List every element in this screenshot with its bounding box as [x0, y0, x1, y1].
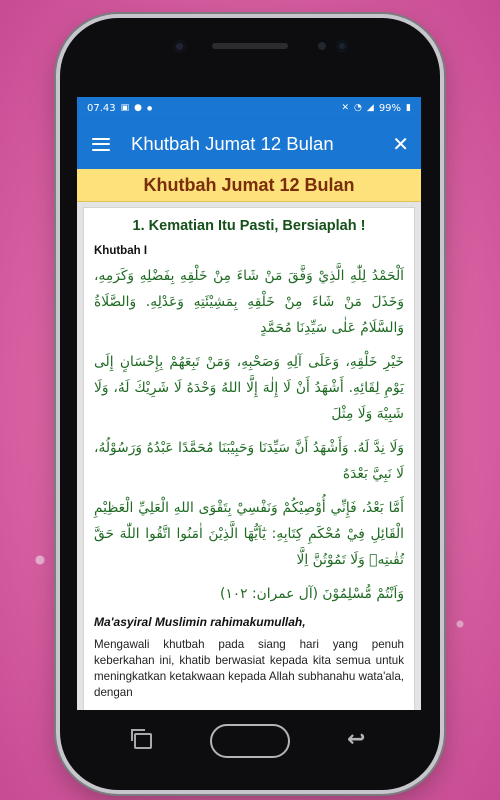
home-button[interactable] [210, 724, 290, 758]
arabic-paragraph: وَاَنْتُمْ مُّسْلِمُوْنَ (آل عمران: ١٠٢) [219, 586, 404, 602]
phone-screen [77, 97, 421, 710]
arabic-paragraph: اَلْحَمْدُ لِلّٰهِ الَّذِيْ وَفَّقَ مَنْ شَاءَ مِنْ خَلْقِهِ بِفَضْلِهِ وَكَرَمِهِ، وَخَذَلَ مَنْ شَاءَ مِنْ خَلْقِهِ بِمَشِيْئَتِهِ وَعَدْلِهِ. وَالصَّلَاةُ وَالسَّلَامُ عَلٰى سَيِّدِنَا مُحَمَّدٍ [94, 268, 404, 336]
image-icon: ▣ [120, 103, 130, 113]
front-camera [173, 40, 186, 53]
banner-title: Khutbah Jumat 12 Bulan [143, 174, 355, 195]
dot-icon: ● [147, 104, 153, 112]
sermon-card[interactable] [83, 207, 415, 710]
earpiece-speaker [212, 43, 288, 49]
recent-apps-icon[interactable] [134, 733, 152, 749]
chat-bubble-icon: ● [134, 103, 143, 113]
greeting-text: Ma'asyiral Muslimin rahimakumullah, [94, 615, 306, 629]
navigation-bar [60, 708, 440, 768]
hamburger-menu-icon[interactable] [92, 138, 110, 151]
battery-level: 99% [378, 102, 402, 114]
iris-sensor [336, 40, 348, 52]
app-bar [77, 119, 421, 169]
arabic-paragraph: خَيْرِ خَلْقِهِ، وَعَلَى آلِهِ وَصَحْبِهِ، وَمَنْ تَبِعَهُمْ بِإِحْسَانٍ إِلَى يَوْمِ لِقَائِهِ. أَشْهَدُ أَنْ لَا إِلٰهَ إِلَّا اللهُ وَحْدَهُ لَا شَرِيْكَ لَهُ، وَلَا شَبِيْهَ وَلَا مِثْلَ [94, 354, 404, 422]
mute-icon: ✕ [341, 103, 350, 113]
status-time: 07.43 [87, 102, 116, 114]
app-title: Khutbah Jumat 12 Bulan [131, 133, 334, 154]
sermon-title: 1. Kematian Itu Pasti, Bersiaplah ! [132, 218, 366, 234]
battery-icon: ▮ [406, 103, 411, 113]
close-icon[interactable]: ✕ [392, 132, 409, 156]
wifi-icon: ◔ [354, 103, 362, 113]
header-banner [77, 169, 421, 202]
sensor [318, 42, 326, 50]
body-paragraph: Mengawali khutbah pada siang hari yang penuh keberkahan ini, khatib berwasiat kepada kita semua untuk meningkatkan ketakwaan kepada Allah subhanahu wata'ala, dengan [94, 638, 404, 699]
arabic-paragraph: أَمَّا بَعْدُ، فَإِنِّي أُوْصِيْكُمْ وَنَفْسِيْ بِتَقْوَى اللهِ الْعَلِيِّ الْعَظِيْمِ الْقَائِلِ فِيْ مُحْكَمِ كِتَابِهِ: يٰٓاَيُّهَا الَّذِيْنَ اٰمَنُوا اتَّقُوا اللّٰهَ حَقَّ تُقٰىتِهٖ وَلَا تَمُوْتُنَّ اِلَّا [94, 500, 404, 568]
section-label: Khutbah I [94, 245, 148, 257]
signal-icon: ◢ [366, 103, 374, 113]
back-icon[interactable]: ↩ [347, 727, 366, 752]
status-bar [77, 97, 421, 119]
arabic-paragraph: وَلَا نِدَّ لَهُ. وَأَشْهَدُ أَنَّ سَيِّدَنَا وَحَبِيْبَنَا مُحَمَّدًا عَبْدُهُ وَرَسُوْلُهُ، لَا نَبِيَّ بَعْدَهُ [94, 440, 404, 482]
